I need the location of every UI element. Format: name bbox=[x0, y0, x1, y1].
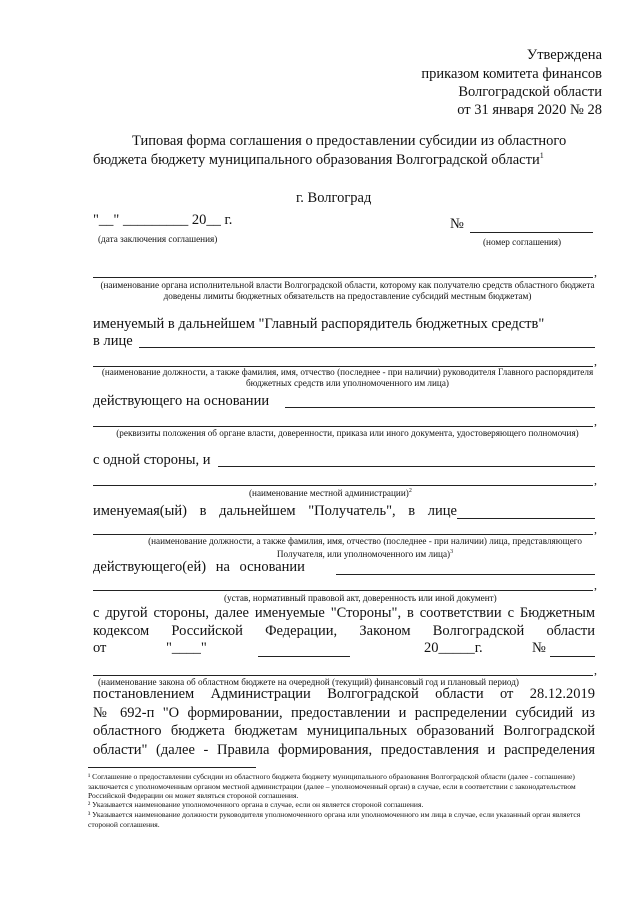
in-person-field[interactable] bbox=[139, 347, 595, 348]
from-label: от bbox=[93, 640, 107, 656]
charter-caption: (устав, нормативный правовой акт, доверенность или иной документ) bbox=[224, 593, 497, 603]
comma: , bbox=[594, 354, 597, 368]
local-admin-field[interactable] bbox=[93, 485, 593, 486]
comma: , bbox=[594, 414, 597, 428]
recipient-person-field[interactable] bbox=[457, 518, 595, 519]
title-line-2: бюджета бюджету муниципального образования Волгоградской области$^1$ bbox=[93, 151, 544, 168]
comma: , bbox=[594, 522, 597, 536]
resolution-line-4: области" (далее - Правила формирования, предоставления и распределения bbox=[93, 742, 595, 758]
date-caption: (дата заключения соглашения) bbox=[98, 234, 218, 244]
footnote-1: ¹ Соглашение о предоставлении субсидии из областного бюджета бюджету муниципального образования Волгоградской области (далее - соглашение) заключается с уполномоченным органом местной администрации (далее – уполномоченный орган) в случае, если в соответствии с законодательством Российской Федерации он может являться стороной соглашения. bbox=[88, 772, 576, 801]
requisites-field[interactable] bbox=[93, 426, 593, 427]
acting-on-label: действующего на основании bbox=[93, 393, 270, 409]
local-admin-caption: (наименование местной администрации)$^2$ bbox=[249, 488, 412, 499]
agreement-date-field[interactable]: "__" _________ 20__ г. bbox=[93, 212, 233, 228]
acting-on-field[interactable] bbox=[285, 407, 595, 408]
resolution-line-2: № 692-п "О формировании, предоставлении и распределении субсидий из bbox=[93, 705, 595, 721]
recipient-position-caption: (наименование должности, а также фамилия, имя, отчество (последнее - при наличии) лица, представляющего Получателя, или уполномоченного им лица)$^3$ bbox=[148, 536, 582, 560]
city-name: г. Волгоград bbox=[296, 190, 372, 206]
law-number-field[interactable] bbox=[550, 656, 595, 657]
in-person-label: в лице bbox=[93, 333, 133, 349]
approval-line-3: Волгоградской области bbox=[458, 84, 602, 100]
comma: , bbox=[594, 663, 597, 677]
resolution-line-3: областного бюджета бюджетам муниципальных образований Волгоградской bbox=[93, 723, 595, 739]
acting-recipient-field[interactable] bbox=[336, 574, 595, 575]
other-side-line-1: с другой стороны, далее именуемые "Стороны", в соответствии с Бюджетным bbox=[93, 605, 595, 621]
year-field[interactable]: 20_____г. bbox=[424, 640, 483, 656]
law-name-field[interactable] bbox=[93, 675, 593, 676]
approval-line-2: приказом комитета финансов bbox=[421, 66, 602, 82]
number-caption: (номер соглашения) bbox=[483, 237, 562, 247]
approval-line-1: Утверждена bbox=[526, 47, 602, 63]
one-side-field[interactable] bbox=[218, 466, 595, 467]
comma: , bbox=[594, 578, 597, 592]
law-number-sign: № bbox=[532, 640, 546, 656]
other-side-line-2: кодексом Российской Федерации, Законом Волгоградской области bbox=[93, 623, 595, 639]
named-recipient-text: именуемая(ый) в дальнейшем "Получатель", в лице bbox=[93, 503, 457, 519]
approval-line-4: от 31 января 2020 № 28 bbox=[457, 102, 602, 118]
position-caption: (наименование должности, а также фамилия, имя, отчество (последнее - при наличии) руководителя Главного распорядителя бюджетных средств или уполномоченного им лица) bbox=[101, 367, 594, 388]
organ-caption: (наименование органа исполнительной власти Волгоградской области, которому как получателю средств областного бюджета доведены лимиты бюджетных обязательств на предоставление субсидий местным бюджетам) bbox=[100, 280, 595, 301]
title-line-1: Типовая форма соглашения о предоставлении субсидии из областного bbox=[132, 133, 567, 149]
requisites-caption: (реквизиты положения об органе власти, доверенности, приказа или иного документа, удостоверяющего полномочия) bbox=[116, 428, 579, 438]
title-footnote-mark: 1 bbox=[539, 151, 544, 160]
footnote-separator bbox=[88, 767, 256, 768]
acting-recipient-label: действующего(ей) на основании bbox=[93, 559, 305, 575]
charter-field[interactable] bbox=[93, 590, 593, 591]
local-admin-caption-mark: 2 bbox=[408, 488, 412, 494]
agreement-number-field[interactable] bbox=[470, 232, 593, 233]
comma: , bbox=[594, 265, 597, 279]
from-month-field[interactable] bbox=[258, 656, 350, 657]
footnote-3: ³ Указывается наименование должности руководителя уполномоченного органа или уполномоченного им лица в случае, если указанный орган является стороной соглашения. bbox=[88, 810, 581, 829]
one-side-label: с одной стороны, и bbox=[93, 452, 211, 468]
recipient-position-caption-mark: 3 bbox=[450, 549, 454, 555]
number-sign: № bbox=[450, 216, 464, 232]
footnote-2: ² Указывается наименование уполномоченного органа в случае, если он является стороной соглашения. bbox=[88, 800, 424, 809]
recipient-position-field[interactable] bbox=[93, 534, 593, 535]
organ-name-field[interactable] bbox=[93, 277, 593, 278]
from-date-field[interactable]: "____" bbox=[166, 640, 207, 656]
comma: , bbox=[594, 473, 597, 487]
law-caption: (наименование закона об областном бюджете на очередной (текущий) финансовый год и плановый период) bbox=[98, 677, 519, 687]
resolution-line-1: постановлением Администрации Волгоградской области от 28.12.2019 bbox=[93, 686, 595, 702]
named-main-text: именуемый в дальнейшем "Главный распорядитель бюджетных средств" bbox=[93, 316, 545, 332]
